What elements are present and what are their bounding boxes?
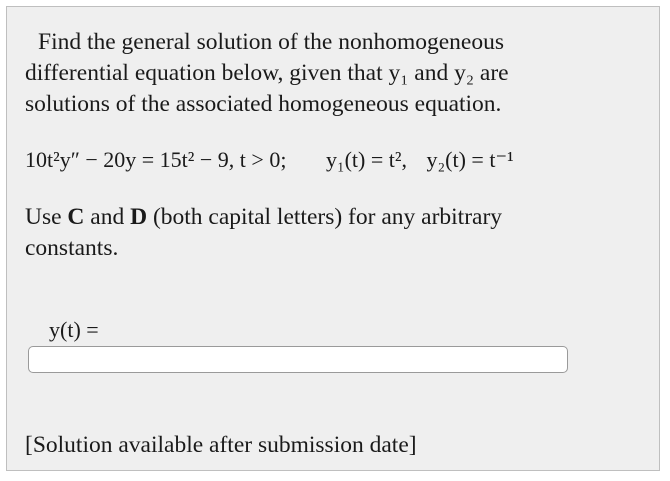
instructions-suffix: (both capital letters) for any arbitrary constants. <box>25 204 503 261</box>
answer-input[interactable] <box>28 346 568 373</box>
solution-note: [Solution available after submission date] <box>25 432 417 458</box>
question-panel <box>6 6 660 471</box>
equation-line <box>25 147 514 173</box>
answer-label: y(t) = <box>49 317 99 342</box>
instructions-text <box>25 202 585 264</box>
solution-y2: y₂(t) = t⁻¹ <box>426 147 514 172</box>
question-rest: differential equation below, given that y₁ and y₂ are solutions of the associated homogeneous equation. <box>25 60 509 117</box>
constant-c: C <box>67 204 85 230</box>
constant-d: D <box>130 204 148 230</box>
differential-equation: 10t²y″ − 20y = 15t² − 9, t > 0; <box>25 147 287 172</box>
solution-y1: y₁(t) = t², <box>325 147 407 172</box>
question-first-line: Find the general solution of the nonhomogeneous <box>38 29 505 55</box>
instructions-prefix: Use <box>25 204 68 230</box>
instructions-and: and <box>84 204 131 230</box>
question-text <box>25 27 585 120</box>
